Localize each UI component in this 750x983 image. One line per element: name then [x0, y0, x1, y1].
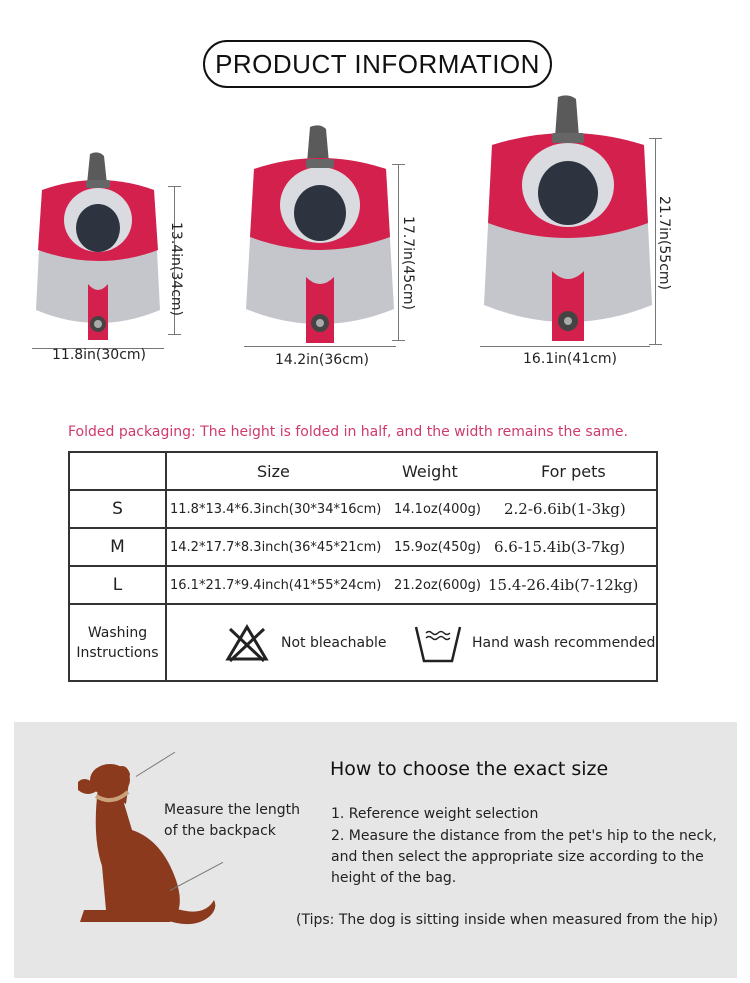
header-size: Size	[257, 461, 290, 481]
header-weight: Weight	[402, 461, 458, 481]
table-row	[70, 567, 656, 605]
guide-step-2-line-2: and then select the appropriate size according to the	[331, 849, 704, 865]
size-letter: M	[110, 537, 125, 557]
table-row	[70, 491, 656, 529]
tips-text: (Tips: The dog is sitting inside when measured from the hip)	[296, 912, 719, 928]
no-bleach-icon	[224, 605, 270, 680]
large-width-label: 16.1in(41cm)	[523, 351, 618, 367]
guide-title: How to choose the exact size	[330, 758, 609, 780]
page-title: PRODUCT INFORMATION	[203, 40, 552, 88]
pets-weight-cell: 15.4-26.4ib(7-12kg)	[488, 576, 639, 594]
medium-height-label: 17.7in(45cm)	[400, 216, 416, 311]
weight-cell: 21.2oz(600g)	[394, 577, 481, 593]
small-height-label: 13.4in(34cm)	[168, 222, 184, 317]
weight-cell: 14.1oz(400g)	[394, 501, 481, 517]
washing-label: Washing Instructions	[76, 624, 159, 661]
measure-label: Measure the length of the backpack	[164, 802, 301, 839]
large-height-label: 21.7in(55cm)	[656, 196, 672, 291]
guide-step-2-line-1: 2. Measure the distance from the pet's hip to the neck,	[331, 828, 717, 844]
backpack-large-image	[478, 95, 658, 345]
guide-step-1: 1. Reference weight selection	[331, 806, 539, 822]
pets-weight-cell: 6.6-15.4ib(3-7kg)	[494, 538, 626, 556]
not-bleachable-text: Not bleachable	[281, 634, 387, 651]
spec-table	[68, 451, 658, 682]
hand-wash-icon	[412, 605, 464, 680]
pets-weight-cell: 2.2-6.6ib(1-3kg)	[504, 500, 626, 518]
table-header-row	[70, 453, 656, 491]
dimensions-cell: 11.8*13.4*6.3inch(30*34*16cm)	[170, 501, 382, 517]
folded-packaging-note: Folded packaging: The height is folded in half, and the width remains the same.	[68, 424, 628, 440]
guide-step-2-line-3: height of the bag.	[331, 870, 457, 886]
weight-cell: 15.9oz(450g)	[394, 539, 481, 555]
dog-silhouette-image	[70, 758, 230, 932]
medium-width-label: 14.2in(36cm)	[275, 352, 370, 368]
size-letter: S	[112, 499, 123, 519]
header-for-pets: For pets	[541, 461, 606, 481]
dimensions-cell: 14.2*17.7*8.3inch(36*45*21cm)	[170, 539, 382, 555]
size-letter: L	[112, 575, 123, 595]
backpack-medium-image	[240, 125, 400, 345]
table-row	[70, 529, 656, 567]
dimensions-cell: 16.1*21.7*9.4inch(41*55*24cm)	[170, 577, 382, 593]
washing-row	[70, 605, 656, 680]
backpack-small-image	[28, 152, 168, 342]
hand-wash-text: Hand wash recommended	[472, 634, 656, 651]
small-width-label: 11.8in(30cm)	[52, 347, 147, 363]
